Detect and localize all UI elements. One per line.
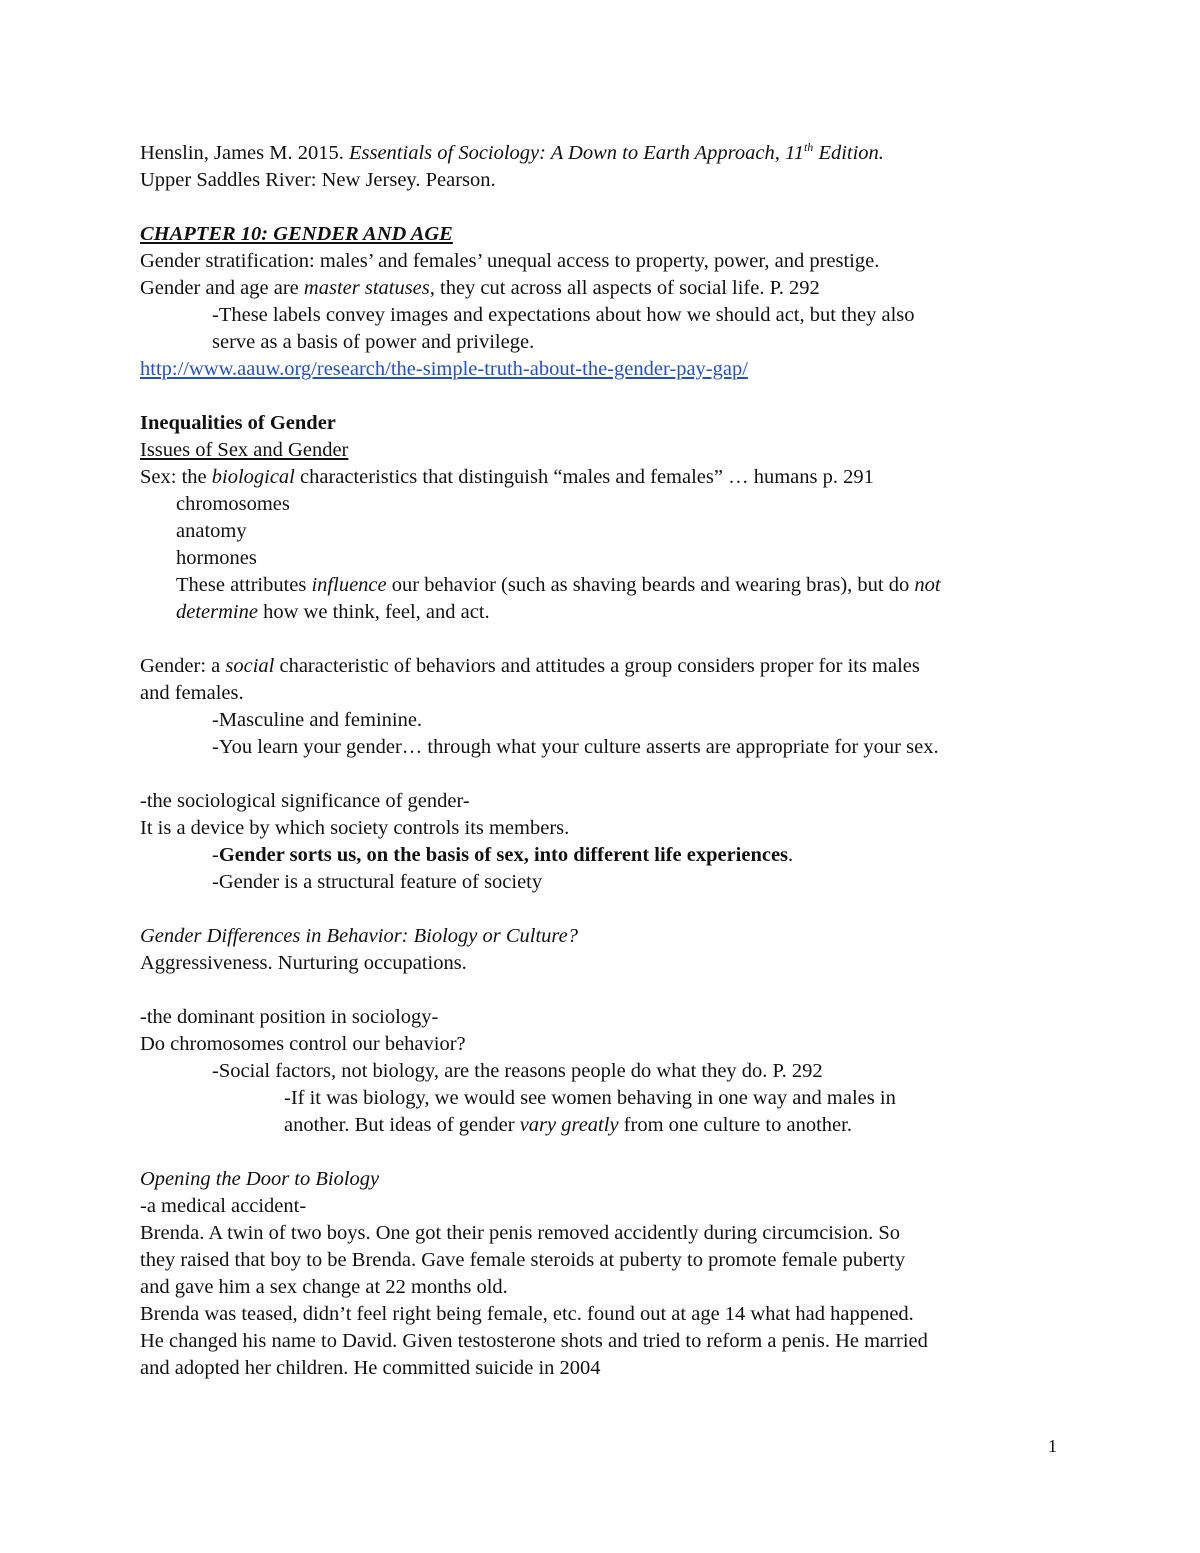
dominant-line-4: -If it was biology, we would see women behaving in one way and males in: [284, 1087, 896, 1109]
gender-line-3: -Masculine and feminine.: [212, 709, 423, 731]
citation-book-title: Essentials of Sociology: A Down to Earth Approach, 11: [348, 142, 804, 164]
significance-line-3: -Gender sorts us, on the basis of sex, into different life experiences.: [212, 844, 794, 866]
intro-line-4: serve as a basis of power and privilege.: [212, 331, 535, 353]
differences-line-1: Aggressiveness. Nurturing occupations.: [140, 952, 467, 974]
pay-gap-link-line: [140, 356, 1070, 383]
significance-line-4: -Gender is a structural feature of society: [212, 871, 543, 893]
master-statuses-term: master statuses: [303, 277, 430, 299]
intro-line-3: -These labels convey images and expectations about how we should act, but they also: [212, 304, 915, 326]
biology-line-6: He changed his name to David. Given testosterone shots and tried to reform a penis. He married: [140, 1330, 928, 1352]
biology-line-1: -a medical accident-: [140, 1195, 307, 1217]
citation-edition: Edition.: [813, 142, 884, 164]
biology-heading: Opening the Door to Biology: [140, 1168, 380, 1190]
significance-line-2: It is a device by which society controls its members.: [140, 817, 570, 839]
citation-author-year: Henslin, James M. 2015.: [140, 142, 349, 164]
biology-line-3: they raised that boy to be Brenda. Gave female steroids at puberty to promote female puberty: [140, 1249, 906, 1271]
dominant-line-1: -the dominant position in sociology-: [140, 1006, 439, 1028]
subheading-sex-gender: Issues of Sex and Gender: [140, 439, 349, 461]
citation-superscript: th: [803, 140, 814, 155]
dominant-line-5: another. But ideas of gender vary greatly from one culture to another.: [284, 1114, 852, 1136]
citation-line-1: [140, 140, 1070, 167]
intro-line-1: Gender stratification: males’ and females’ unequal access to property, power, and prestige.: [140, 250, 880, 272]
dominant-line-3: -Social factors, not biology, are the reasons people do what they do. P. 292: [212, 1060, 823, 1082]
list-item: anatomy: [176, 520, 247, 542]
attributes-line-2: determine how we think, feel, and act.: [176, 601, 490, 623]
page-number: 1: [1048, 1436, 1057, 1456]
section-heading-inequalities: Inequalities of Gender: [140, 412, 336, 434]
pay-gap-link[interactable]: http://www.aauw.org/research/the-simple-truth-about-the-gender-pay-gap/: [140, 358, 748, 380]
significance-line-1: -the sociological significance of gender-: [140, 790, 470, 812]
document-body: [140, 140, 1070, 1382]
biology-line-2: Brenda. A twin of two boys. One got their penis removed accidently during circumcision. So: [140, 1222, 901, 1244]
differences-heading: Gender Differences in Behavior: Biology or Culture?: [140, 925, 578, 947]
attributes-line-1: These attributes influence our behavior (such as shaving beards and wearing bras), but do not: [176, 574, 941, 596]
sex-definition: Sex: the biological characteristics that distinguish “males and females” … humans p. 291: [140, 466, 874, 488]
biology-line-5: Brenda was teased, didn’t feel right being female, etc. found out at age 14 what had happened.: [140, 1303, 914, 1325]
list-item: hormones: [176, 547, 257, 569]
list-item: chromosomes: [176, 493, 290, 515]
chapter-heading: CHAPTER 10: GENDER AND AGE: [140, 223, 453, 245]
citation-line-2: Upper Saddles River: New Jersey. Pearson.: [140, 169, 496, 191]
biology-line-7: and adopted her children. He committed suicide in 2004: [140, 1357, 601, 1379]
dominant-line-2: Do chromosomes control our behavior?: [140, 1033, 466, 1055]
intro-line-2: Gender and age are master statuses, they cut across all aspects of social life. P. 292: [140, 277, 820, 299]
gender-definition: Gender: a social characteristic of behaviors and attitudes a group considers proper for its males: [140, 655, 920, 677]
biology-line-4: and gave him a sex change at 22 months old.: [140, 1276, 508, 1298]
gender-line-2: and females.: [140, 682, 244, 704]
gender-line-4: -You learn your gender… through what your culture asserts are appropriate for your sex.: [212, 736, 939, 758]
